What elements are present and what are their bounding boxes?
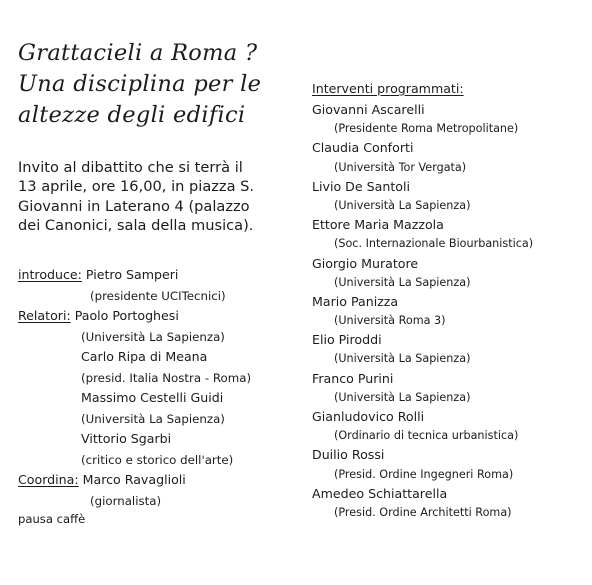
intervento-affiliation: (Presid. Ordine Architetti Roma) — [334, 505, 512, 519]
intervento-name: Franco Purini — [312, 370, 394, 386]
intervento-name: Amedeo Schiattarella — [312, 485, 448, 501]
event-title — [18, 38, 308, 131]
introduce-row — [18, 265, 308, 286]
interventi-heading: Interventi programmati: — [312, 81, 464, 96]
invitation-text — [18, 158, 308, 236]
introduce-label: introduce: — [18, 267, 82, 282]
intervento-affiliation: (Università Tor Vergata) — [334, 160, 467, 174]
intervento-name: Giovanni Ascarelli — [312, 102, 425, 117]
intervento-name: Livio De Santoli — [312, 178, 410, 194]
invite-line: Invito al dibattito che si terrà il — [18, 159, 243, 176]
coordina-role: (giornalista) — [90, 493, 162, 508]
intervento-name: Ettore Maria Mazzola — [312, 217, 444, 233]
coordina-label: Coordina: — [18, 472, 79, 487]
coffee-break: pausa caffè — [18, 512, 86, 526]
intervento-name: Mario Panizza — [312, 293, 399, 309]
relatore-name: Massimo Cestelli Guidi — [81, 390, 224, 405]
relatore-name: Vittorio Sgarbi — [81, 431, 172, 446]
title-line: altezze degli edifici — [18, 102, 246, 128]
program-right — [312, 78, 590, 522]
title-line: Grattacieli a Roma ? — [18, 40, 258, 66]
intervento-affiliation: (Presidente Roma Metropolitane) — [334, 122, 519, 136]
introduce-role: (presidente UCITecnici) — [90, 288, 226, 303]
relatori-label: Relatori: — [18, 308, 71, 323]
introduce-name: Pietro Samperi — [81, 267, 179, 282]
coordina-row — [18, 470, 308, 491]
relatore-affiliation: (presid. Italia Nostra - Roma) — [81, 370, 252, 385]
intervento-name: Claudia Conforti — [312, 140, 414, 156]
coordina-name: Marco Ravaglioli — [78, 472, 186, 487]
relatori-row — [18, 306, 308, 327]
intervento-name: Giorgio Muratore — [312, 255, 419, 271]
relatore-affiliation: (critico e storico dell'arte) — [81, 452, 234, 467]
relatore-affiliation: (Università La Sapienza) — [81, 411, 225, 426]
invite-line: Giovanni in Laterano 4 (palazzo — [18, 197, 250, 215]
intervento-affiliation: (Università La Sapienza) — [334, 275, 471, 289]
interventi-list — [312, 100, 590, 522]
intervento-name: Gianludovico Rolli — [312, 409, 425, 424]
title-line: Una disciplina per le — [18, 71, 262, 97]
program-left — [18, 265, 308, 511]
relatore-name: Paolo Portoghesi — [74, 308, 179, 323]
intervento-affiliation: (Università La Sapienza) — [334, 198, 471, 212]
relatore-name: Carlo Ripa di Meana — [81, 349, 208, 364]
intervento-name: Duilio Rossi — [312, 447, 385, 463]
invite-line: dei Canonici, sala della musica). — [18, 217, 254, 235]
intervento-affiliation: (Università La Sapienza) — [334, 390, 471, 404]
intervento-affiliation: (Soc. Internazionale Biourbanistica) — [334, 237, 534, 251]
intervento-name: Elio Piroddi — [312, 332, 382, 348]
relatore-affiliation: (Università La Sapienza) — [81, 329, 225, 344]
intervento-affiliation: (Università La Sapienza) — [334, 352, 471, 366]
intervento-affiliation: (Università Roma 3) — [334, 314, 446, 328]
invite-line: 13 aprile, ore 16,00, in piazza S. — [18, 178, 255, 196]
intervento-affiliation: (Presid. Ordine Ingegneri Roma) — [334, 467, 514, 481]
intervento-affiliation: (Ordinario di tecnica urbanistica) — [334, 429, 519, 443]
